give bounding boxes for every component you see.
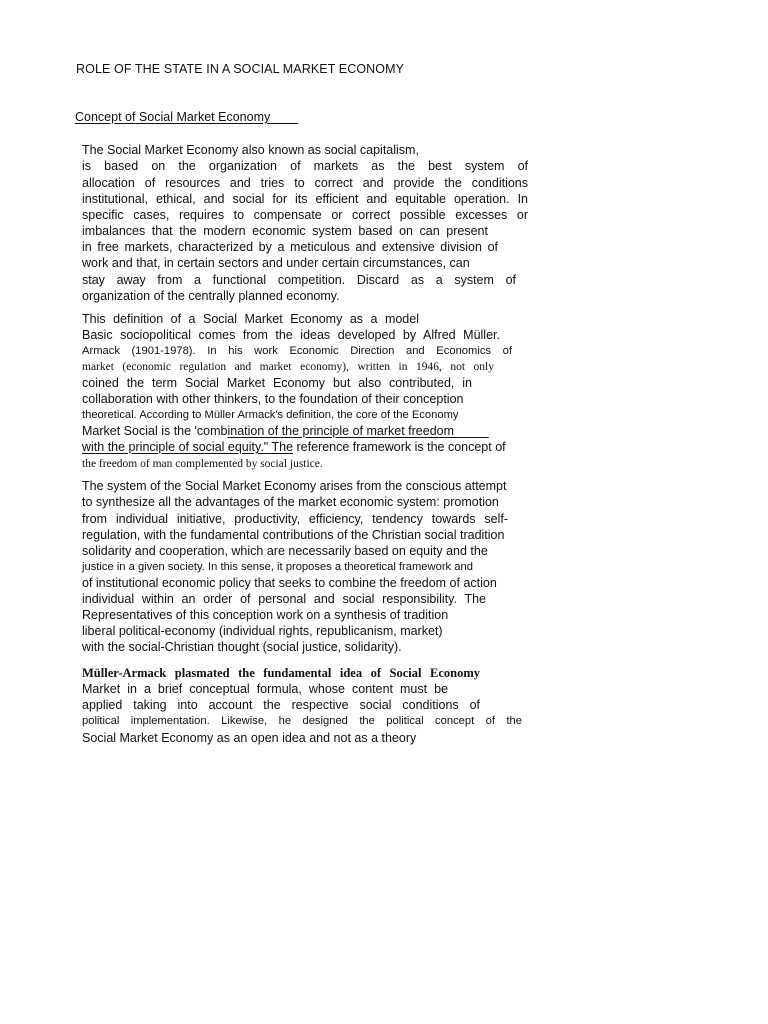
paragraph-line: from individual initiative, productivity, efficiency, tendency towards self- [82,512,508,526]
paragraph-line: regulation, with the fundamental contributions of the Christian social tradition [82,528,505,542]
paragraph-line: applied taking into account the respective social conditions of [82,698,480,712]
paragraph-line [82,423,528,439]
paragraph-line: of institutional economic policy that seeks to combine the freedom of action [82,576,497,590]
paragraph-line: This definition of a Social Market Economy as a model [82,312,419,326]
paragraph-line: organization of the centrally planned economy. [82,289,340,303]
quoted-definition: with the principle of social equity." The [82,440,294,454]
section-heading: Concept of Social Market Economy [75,110,299,124]
paragraph-line: allocation of resources and tries to correct and provide the conditions [82,176,528,190]
paragraph-text: Market Social is the 'comb [82,424,228,438]
paragraph-line: Armack (1901-1978). In his work Economic Direction and Economics of [82,345,512,357]
paragraph-line: theoretical. According to Müller Armack's definition, the core of the Economy [82,409,459,421]
paragraph-line: Market in a brief conceptual formula, whose content must be [82,682,448,696]
paragraph-line: work and that, in certain sectors and under certain circumstances, can [82,256,470,270]
paragraph-line: liberal political-economy (individual rights, republicanism, market) [82,624,443,638]
paragraph-line: with the social-Christian thought (social justice, solidarity). [82,640,402,654]
paragraph-line: imbalances that the modern economic system based on can present [82,224,488,238]
paragraph-line: Social Market Economy as an open idea and not as a theory [82,731,417,745]
paragraph-line: solidarity and cooperation, which are necessarily based on equity and the [82,544,488,558]
paragraph-line: to synthesize all the advantages of the market economic system: promotion [82,495,499,509]
paragraph-line: collaboration with other thinkers, to the foundation of their conception [82,392,464,406]
paragraph-line: political implementation. Likewise, he designed the political concept of the [82,715,522,727]
paragraph-line: justice in a given society. In this sense, it proposes a theoretical framework and [82,561,473,573]
paragraph-line [82,439,528,455]
paragraph-text: reference framework is the concept of [293,440,506,454]
paragraph-line: institutional, ethical, and social for its efficient and equitable operation. In [82,192,528,206]
paragraph-line: The Social Market Economy also known as social capitalism, [82,143,419,157]
paragraph-line: specific cases, requires to compensate or correct possible excesses or [82,208,528,222]
paragraph-line: the freedom of man complemented by social justice. [82,458,323,470]
document-title: ROLE OF THE STATE IN A SOCIAL MARKET ECONOMY [76,62,405,76]
paragraph-line: individual within an order of personal and social responsibility. The [82,592,486,606]
paragraph-line: The system of the Social Market Economy arises from the conscious attempt [82,479,507,493]
paragraph-line: market (economic regulation and market economy), written in 1946, not only [82,361,494,373]
paragraph-line: in free markets, characterized by a meticulous and extensive division of [82,240,498,254]
paragraph-line: coined the term Social Market Economy but also contributed, in [82,376,472,390]
paragraph-line: Basic sociopolitical comes from the ideas developed by Alfred Müller. [82,328,500,342]
paragraph-line: stay away from a functional competition. Discard as a system of [82,273,516,287]
paragraph-line: Müller-Armack plasmated the fundamental idea of Social Economy [82,666,480,680]
paragraph-line: Representatives of this conception work on a synthesis of tradition [82,608,449,622]
quoted-definition: ination of the principle of market freedom [227,424,489,438]
paragraph-line: is based on the organization of markets as the best system of [82,159,528,173]
